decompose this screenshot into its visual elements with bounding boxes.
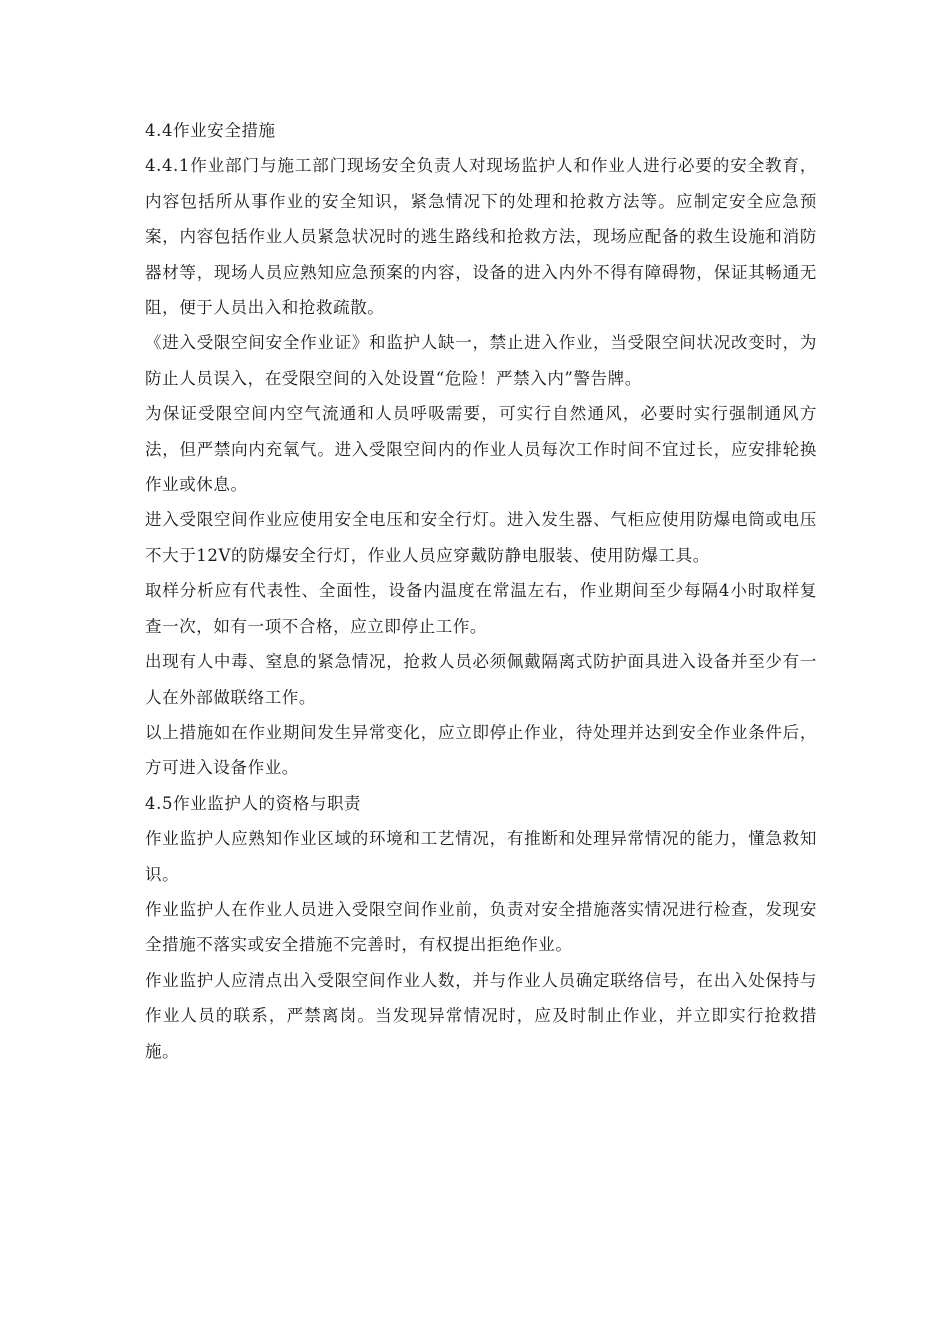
section-heading-4-4: 4.4作业安全措施	[145, 121, 276, 140]
paragraph-supervisor-knowledge: 作业监护人应熟知作业区域的环境和工艺情况，有推断和处理异常情况的能力，懂急救知识。	[145, 829, 817, 884]
paragraph-ventilation: 为保证受限空间内空气流通和人员呼吸需要，可实行自然通风，必要时实行强制通风方法，但严禁向内充氧气。进入受限空间内的作业人员每次工作时间不宜过长，应安排轮换作业或休息。	[145, 404, 817, 495]
paragraph-abnormal-change: 以上措施如在作业期间发生异常变化，应立即停止作业，待处理并达到安全作业条件后，方可进入设备作业。	[145, 722, 817, 778]
paragraph-emergency: 出现有人中毒、窒息的紧急情况，抢救人员必须佩戴隔离式防护面具进入设备并至少有一人在外部做联络工作。	[145, 652, 817, 707]
paragraph-4-4-1: 4.4.1作业部门与施工部门现场安全负责人对现场监护人和作业人进行必要的安全教育，内容包括所从事作业的安全知识，紧急情况下的处理和抢救方法等。应制定安全应急预案，内容包括作业人员紧急状况时的逃生路线和抢救方法，现场应配备的救生设施和消防器材等，现场人员应熟知应急预案的内容，设备的进入内外不得有障碍物，保证其畅通无阻，便于人员出入和抢救疏散。	[145, 156, 817, 318]
section-heading-4-5: 4.5作业监护人的资格与职责	[145, 793, 362, 813]
paragraph-permit-rule: 《进入受限空间安全作业证》和监护人缺一，禁止进入作业，当受限空间状况改变时，为防止人员误入，在受限空间的入处设置“危险！严禁入内”警告牌。	[145, 333, 817, 388]
paragraph-sampling: 取样分析应有代表性、全面性，设备内温度在常温左右，作业期间至少每隔4小时取样复查一次，如有一项不合格，应立即停止工作。	[145, 581, 817, 636]
paragraph-safe-voltage: 进入受限空间作业应使用安全电压和安全行灯。进入发生器、气柜应使用防爆电筒或电压不大于12V的防爆安全行灯，作业人员应穿戴防静电服装、使用防爆工具。	[145, 510, 817, 565]
paragraph-supervisor-inspection: 作业监护人在作业人员进入受限空间作业前，负责对安全措施落实情况进行检查，发现安全措施不落实或安全措施不完善时，有权提出拒绝作业。	[145, 899, 817, 955]
document-body	[145, 113, 817, 1069]
paragraph-supervisor-duties: 作业监护人应清点出入受限空间作业人数，并与作业人员确定联络信号，在出入处保持与作业人员的联系，严禁离岗。当发现异常情况时，应及时制止作业，并立即实行抢救措施。	[145, 970, 817, 1061]
